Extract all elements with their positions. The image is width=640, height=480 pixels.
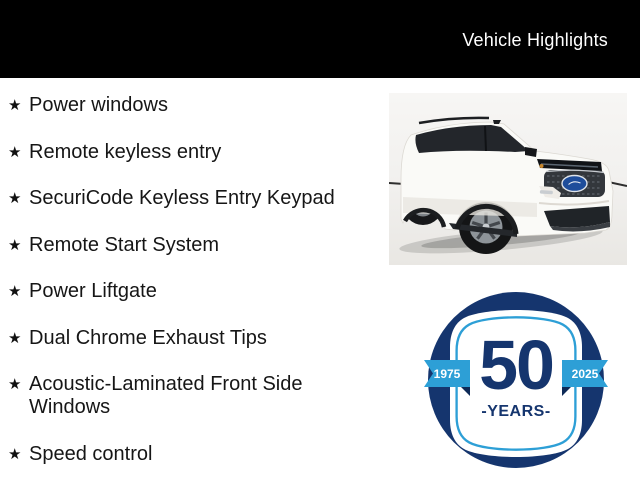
star-icon: ★: [8, 97, 22, 114]
star-icon: ★: [8, 283, 22, 300]
list-item: [8, 141, 388, 164]
highlight-label: Remote Start System: [29, 233, 220, 256]
highlight-label: Speed control: [29, 442, 153, 465]
list-item: [8, 280, 388, 303]
badge-years-label: -YEARS-: [481, 403, 551, 420]
badge-end-year: 2025: [571, 367, 599, 381]
anniversary-badge: [420, 289, 612, 471]
list-item: [8, 234, 388, 257]
list-item: [8, 373, 388, 419]
b-pillar: [485, 126, 486, 151]
star-icon: ★: [8, 376, 22, 393]
highlight-label: SecuriCode Keyless Entry Keypad: [29, 187, 335, 209]
list-item: [8, 327, 388, 350]
highlights-list: [0, 78, 388, 466]
list-item: [8, 187, 388, 210]
badge-start-year: 1975: [433, 367, 461, 381]
badge-value: 50: [479, 326, 553, 404]
highlight-label: Remote keyless entry: [29, 140, 222, 163]
page-title: Vehicle Highlights: [462, 30, 608, 50]
list-item: [8, 443, 388, 466]
highlight-label: Power windows: [29, 94, 168, 116]
list-item: [8, 94, 388, 117]
star-icon: ★: [8, 236, 22, 254]
ford-oval-icon: [562, 176, 587, 192]
highlight-label: Acoustic-Laminated Front Side Windows: [29, 373, 303, 418]
vehicle-photo: [389, 93, 627, 265]
car-illustration: [389, 93, 627, 265]
star-icon: ★: [8, 190, 22, 207]
star-icon: ★: [8, 143, 22, 161]
fifty-years-badge-icon: [420, 289, 612, 471]
amber-marker: [540, 164, 544, 168]
star-icon: ★: [8, 329, 22, 347]
star-icon: ★: [8, 445, 22, 463]
highlight-label: Dual Chrome Exhaust Tips: [29, 326, 267, 349]
header-bar: [0, 0, 640, 78]
highlight-label: Power Liftgate: [29, 280, 157, 302]
